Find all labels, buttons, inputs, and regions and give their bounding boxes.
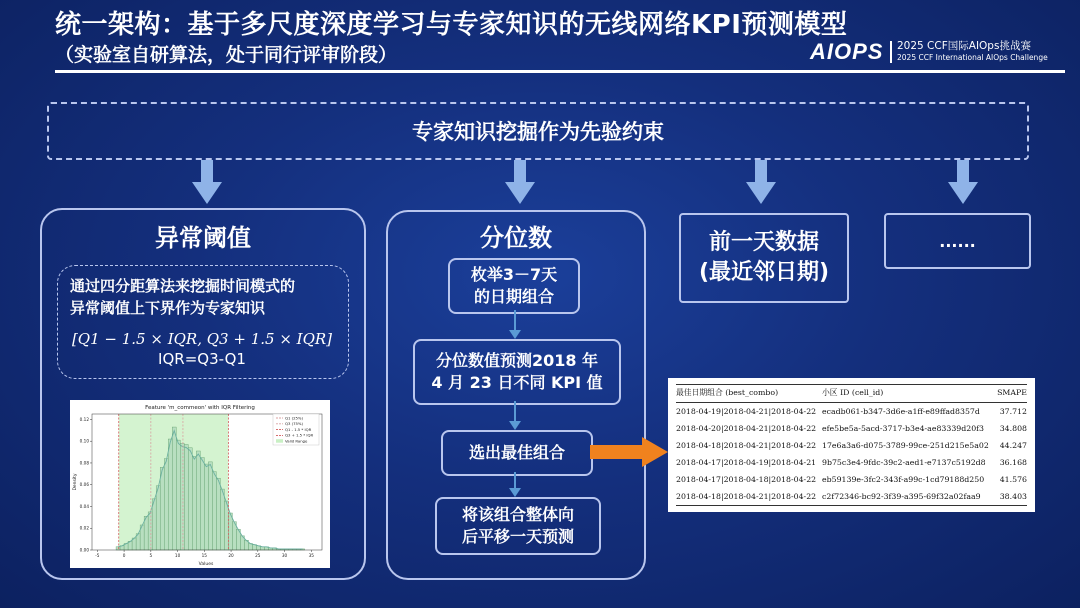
column-header-smape: SMAPE: [996, 385, 1027, 403]
x-tick-label: 0: [122, 553, 126, 558]
histogram-bar: [164, 459, 168, 550]
histogram-bar: [200, 458, 204, 550]
page-title: 统一架构：基于多尺度深度学习与专家知识的无线网络KPI预测模型: [55, 10, 848, 40]
x-tick-label: -5: [95, 553, 100, 558]
y-tick-label: 0.08: [79, 460, 89, 466]
legend-label: Valid Range: [285, 438, 308, 444]
cell-best-combo: 2018-04-17|2018-04-18|2018-04-22: [676, 475, 817, 484]
histogram-bar: [204, 464, 208, 550]
y-tick-label: 0.12: [79, 416, 89, 422]
x-tick-label: 20: [228, 553, 234, 558]
arrow-down-icon: [948, 160, 978, 204]
x-tick-label: 35: [308, 553, 314, 558]
histogram-bar: [152, 499, 156, 550]
table-row: [676, 488, 1027, 506]
column-header-cell-id: 小区 ID (cell_id): [822, 385, 996, 403]
cell-cell-id: 17e6a3a6-d075-3789-99ce-251d215e5a02: [822, 441, 989, 450]
histogram-bar: [220, 489, 224, 550]
cell-smape: 34.808: [999, 424, 1027, 433]
cell-best-combo: 2018-04-18|2018-04-21|2018-04-22: [676, 488, 822, 506]
histogram-bar: [212, 472, 216, 550]
step-line: 将该组合整体向: [461, 505, 574, 524]
cell-cell-id: c2f72346-bc92-3f39-a395-69f32a02faa9: [822, 488, 996, 506]
cell-best-combo: 2018-04-19|2018-04-21|2018-04-22: [676, 407, 817, 416]
step-quantile-predict: [413, 339, 621, 405]
histogram-bar: [180, 443, 184, 550]
title-divider: [55, 70, 1065, 73]
step-enumerate-combos: [448, 258, 580, 314]
table-row: [676, 403, 1027, 421]
legend-label: Q1 (25%): [285, 415, 304, 421]
legend-swatch: [276, 439, 283, 443]
legend-label: Q3 (75%): [285, 421, 304, 427]
expert-knowledge-box: [47, 102, 1029, 160]
cell-smape: 38.403: [996, 488, 1027, 506]
anomaly-desc-line: 通过四分距算法来挖掘时间模式的: [70, 277, 296, 295]
quantile-panel-title: 分位数: [480, 224, 552, 252]
x-tick-label: 15: [201, 553, 207, 558]
logo-separator: [890, 41, 892, 63]
iqr-histogram-figure: [70, 400, 330, 568]
table-row: [676, 471, 1027, 488]
cell-cell-id: efe5be5a-5acd-3717-b3e4-ae83339d20f3: [822, 424, 985, 433]
arrow-down-icon: [505, 160, 535, 204]
x-tick-label: 10: [174, 553, 181, 558]
x-tick-label: 25: [255, 553, 261, 558]
histogram-xlabel: Values: [198, 562, 214, 567]
iqr-formula: [Q1 − 1.5 × IQR, Q3 + 1.5 × IQR]: [71, 330, 333, 348]
step-line: 的日期组合: [473, 287, 554, 306]
iqr-histogram: [70, 400, 330, 568]
histogram-bar: [228, 513, 232, 550]
expert-knowledge-label: 专家知识挖掘作为先验约束: [412, 120, 664, 144]
cell-cell-id: eb59139e-3fc2-343f-a99c-1cd79188d250: [822, 475, 985, 484]
histogram-bar: [172, 427, 176, 550]
histogram-bar: [208, 462, 212, 550]
histogram-bar: [148, 512, 152, 550]
page-subtitle: （实验室自研算法，处于同行评审阶段）: [55, 44, 398, 66]
y-tick-label: 0.04: [79, 503, 89, 509]
histogram-bar: [176, 440, 180, 550]
arrow-down-icon: [746, 160, 776, 204]
previous-day-title: 前一天数据: [708, 230, 819, 255]
histogram-legend: [273, 414, 319, 445]
histogram-bar: [116, 547, 120, 550]
histogram-bar: [156, 486, 160, 550]
anomaly-panel-title: 异常阈值: [155, 224, 251, 252]
cell-smape: 37.712: [999, 407, 1027, 416]
y-tick-label: 0.00: [79, 547, 89, 553]
step-line: 分位数值预测2018 年: [435, 351, 599, 370]
histogram-bar: [188, 448, 192, 550]
flow-arrow-icon: [506, 401, 524, 431]
histogram-bar: [184, 444, 188, 550]
legend-label: Q1 - 1.5 * IQR: [285, 426, 312, 432]
histogram-bar: [196, 451, 200, 550]
histogram-bar: [192, 456, 196, 550]
arrow-right-icon: [590, 437, 668, 467]
step-line: 选出最佳组合: [468, 443, 565, 462]
iqr-definition: IQR=Q3-Q1: [158, 350, 246, 368]
step-shift-predict: [435, 497, 601, 555]
table-row: [676, 437, 1027, 454]
histogram-ylabel: Density: [73, 473, 78, 491]
ellipsis-label: ......: [939, 231, 976, 251]
cell-best-combo: 2018-04-17|2018-04-19|2018-04-21: [676, 458, 817, 467]
step-line: 枚举3－7天: [470, 265, 558, 284]
histogram-bar: [160, 467, 164, 550]
x-tick-label: 30: [281, 553, 288, 558]
logo-wordmark: AIOPS: [810, 39, 884, 64]
logo-line-cn: 2025 CCF国际AIOps挑战赛: [897, 40, 1031, 52]
logo-line-en: 2025 CCF International AIOps Challenge: [897, 53, 1048, 62]
y-tick-label: 0.10: [79, 438, 89, 444]
histogram-bar: [168, 439, 172, 550]
more-methods-box: [884, 213, 1031, 269]
x-tick-label: 5: [149, 553, 153, 558]
histogram-title: Feature 'm_commeon' with IQR Filtering: [145, 405, 255, 411]
cell-best-combo: 2018-04-20|2018-04-21|2018-04-22: [676, 424, 817, 433]
y-tick-label: 0.02: [79, 525, 89, 531]
cell-best-combo: 2018-04-18|2018-04-21|2018-04-22: [676, 441, 817, 450]
cell-smape: 41.576: [999, 475, 1027, 484]
results-table: [676, 384, 1027, 506]
table-row: [676, 454, 1027, 471]
step-line: 4 月 23 日不同 KPI 值: [431, 373, 603, 392]
column-header-best-combo: 最佳日期组合 (best_combo): [676, 385, 822, 403]
histogram-bar: [144, 516, 148, 550]
cell-cell-id: 9b75c3e4-9fdc-39c2-aed1-e7137c5192d8: [822, 458, 986, 467]
table-row: [676, 420, 1027, 437]
flow-arrow-icon: [506, 310, 524, 340]
previous-day-box: [679, 213, 849, 303]
table-header-row: [676, 385, 1027, 403]
histogram-bar: [224, 501, 228, 550]
anomaly-desc-line: 异常阈值上下界作为专家知识: [70, 299, 266, 317]
results-table-card: [668, 378, 1035, 512]
cell-smape: 44.247: [999, 441, 1027, 450]
arrow-down-icon: [192, 160, 222, 204]
histogram-bar: [216, 478, 220, 550]
y-tick-label: 0.06: [79, 482, 89, 488]
cell-smape: 36.168: [999, 458, 1027, 467]
previous-day-subtitle: (最近邻日期): [698, 260, 830, 285]
step-line: 后平移一天预测: [461, 527, 574, 546]
step-select-best: [441, 430, 593, 476]
legend-label: Q3 + 1.5 * IQR: [285, 432, 314, 438]
cell-cell-id: ecadb061-b347-3d6e-a1ff-e89ffad8357d: [822, 407, 980, 416]
flow-arrow-icon: [506, 472, 524, 498]
